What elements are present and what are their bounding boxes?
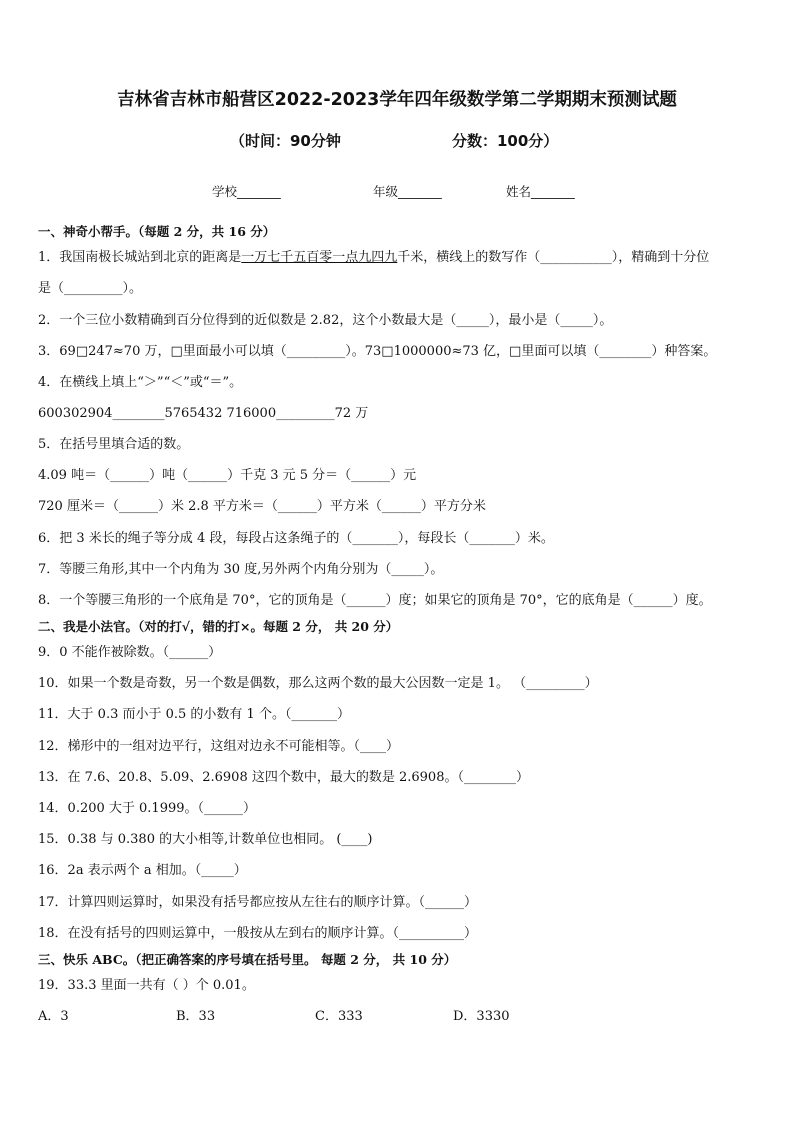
- question-19: 19．33.3 里面一共有（ ）个 0.01。: [38, 978, 255, 993]
- question-12: 12．梯形中的一组对边平行，这组对边永不可能相等。（____）: [38, 739, 400, 754]
- question-4: 4．在横线上填上“＞”“＜”或“＝”。: [38, 375, 243, 390]
- question-16: 16．2a 表示两个 a 相加。（_____）: [38, 863, 247, 878]
- grade-field[interactable]: 年级_______: [373, 184, 442, 199]
- school-field[interactable]: 学校_______: [212, 184, 281, 199]
- question-4-items: 600302904________5765432 716000_________72 万: [38, 406, 369, 421]
- question-13: 13．在 7.6、20.8、5.09、2.6908 这四个数中，最大的数是 2.6908。（________）: [38, 770, 529, 785]
- option-c[interactable]: C．333: [315, 1009, 363, 1024]
- question-10: 10．如果一个数是奇数，另一个数是偶数，那么这两个数的最大公因数一定是 1。 （_________）: [38, 676, 598, 691]
- option-a[interactable]: A．3: [38, 1009, 69, 1024]
- option-b[interactable]: B．33: [176, 1009, 216, 1024]
- question-3: 3．69□247≈70 万，□里面最小可以填（_________）。73□1000000≈73 亿，□里面可以填（________）种答案。: [38, 344, 717, 359]
- section-1-heading: 一、神奇小帮手。（每题 2 分，共 16 分）: [38, 224, 276, 239]
- name-field[interactable]: 姓名_______: [506, 184, 575, 199]
- question-11: 11．大于 0.3 而小于 0.5 的小数有 1 个。（_______）: [38, 707, 350, 722]
- question-9: 9．0 不能作被除数。（______）: [38, 645, 222, 660]
- question-18: 18．在没有括号的四则运算中，一般按从左到右的顺序计算。（__________）: [38, 926, 478, 941]
- time-label: （时间：90分钟: [230, 132, 341, 150]
- question-6: 6．把 3 米长的绳子等分成 4 段，每段占这条绳子的（_______），每段长（_______）米。: [38, 531, 554, 546]
- page-title: 吉林省吉林市船营区2022-2023学年四年级数学第二学期期末预测试题: [117, 90, 677, 110]
- question-1: 1．我国南极长城站到北京的距离是一万七千五百零一点九四九千米，横线上的数写作（___________），精确到十分位: [38, 250, 710, 265]
- question-8: 8．一个等腰三角形的一个底角是 70°，它的顶角是（______）度；如果它的顶角是 70°，它的底角是（______）度。: [38, 593, 712, 608]
- exam-meta: [0, 130, 794, 152]
- question-1-cont: 是（_________）。: [38, 281, 143, 296]
- question-5-row-2: 720 厘米＝（______）米 2.8 平方米＝（______）平方米（______）平方分米: [38, 499, 486, 514]
- question-14: 14．0.200 大于 0.1999。（______）: [38, 801, 257, 816]
- question-17: 17．计算四则运算时，如果没有括号都应按从左往右的顺序计算。（______）: [38, 895, 478, 910]
- score-label: 分数：100分）: [452, 132, 559, 150]
- question-5-row-1: 4.09 吨＝（______）吨（______）千克 3 元 5 分＝（______）元: [38, 468, 417, 483]
- question-15: 15．0.38 与 0.380 的大小相等,计数单位也相同。 (____): [38, 832, 373, 847]
- option-d[interactable]: D．3330: [453, 1009, 510, 1024]
- question-7: 7．等腰三角形,其中一个内角为 30 度,另外两个内角分别为（_____）。: [38, 562, 444, 577]
- question-2: 2．一个三位小数精确到百分位得到的近似数是 2.82，这个小数最大是（_____），最小是（_____）。: [38, 313, 613, 328]
- section-2-heading: 二、我是小法官。（对的打√，错的打×。每题 2 分， 共 20 分）: [38, 619, 399, 634]
- question-5: 5．在括号里填合适的数。: [38, 437, 190, 452]
- section-3-heading: 三、快乐 ABC。（把正确答案的序号填在括号里。 每题 2 分， 共 10 分）: [38, 952, 457, 967]
